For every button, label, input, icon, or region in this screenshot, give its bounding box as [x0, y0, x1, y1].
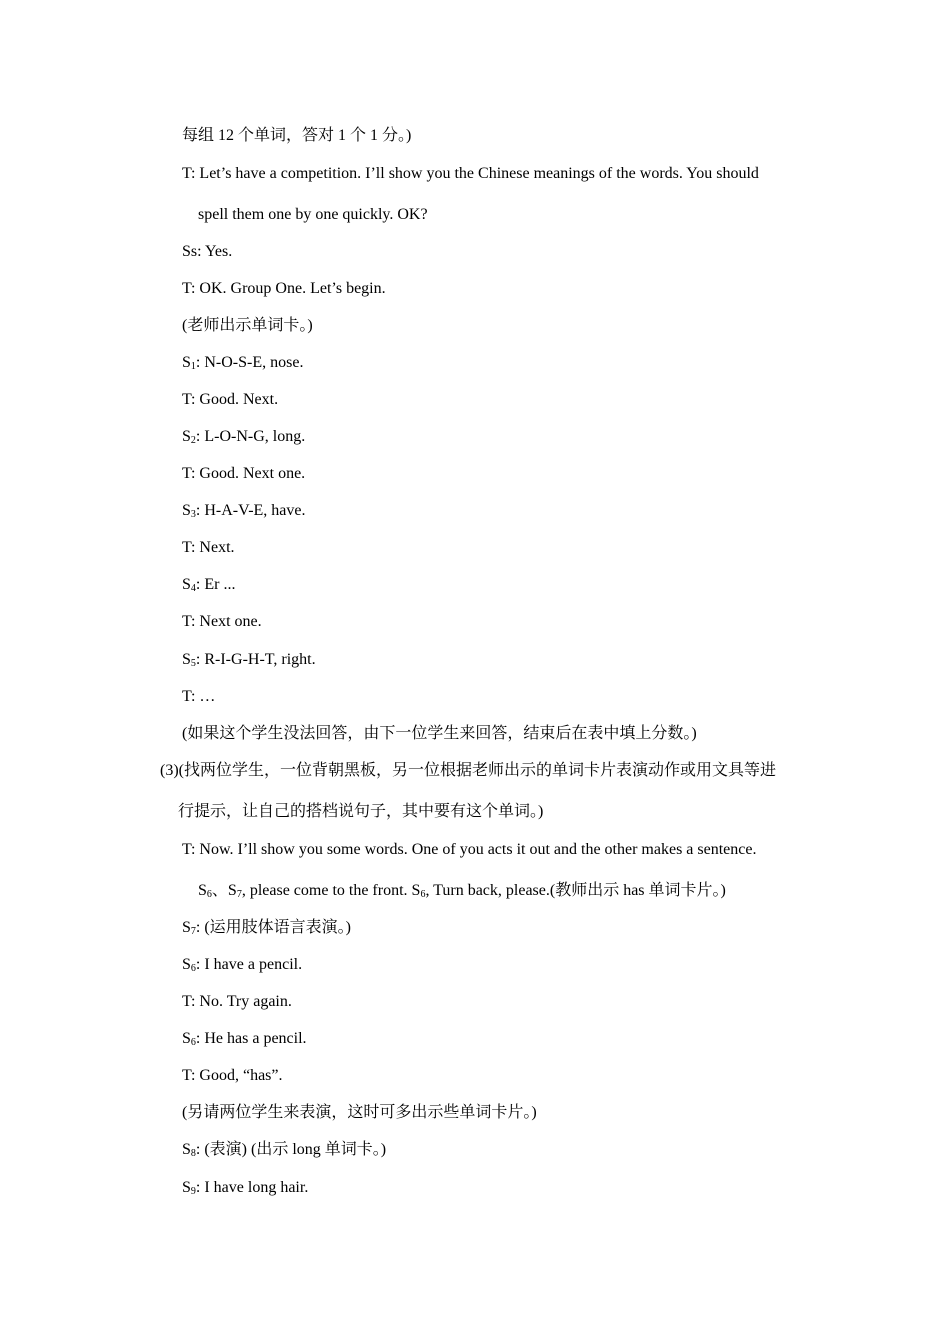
speech: : N-O-S-E, nose. — [195, 354, 304, 371]
speaker-number: 4 — [190, 583, 196, 594]
stage-direction: (另请两位学生来表演，这时可多出示些单词卡片。) — [182, 1104, 537, 1121]
teacher-line: T: OK. Group One. Let’s begin. — [182, 280, 386, 297]
stage-direction: (老师出示单词卡。) — [182, 317, 313, 334]
teacher-line: T: … — [182, 688, 216, 705]
teacher-line: T: Next one. — [182, 613, 262, 630]
speech: : I have a pencil. — [195, 956, 303, 973]
speaker-number: 6 — [206, 889, 212, 900]
speech: : (运用肢体语言表演。) — [195, 919, 352, 936]
student-line — [182, 955, 302, 975]
speaker-number: 1 — [190, 361, 196, 372]
students-line: Ss: Yes. — [182, 243, 233, 260]
speaker-number: 6 — [190, 1037, 196, 1048]
speech: , Turn back, please.(教师出示 has 单词卡片。) — [425, 882, 726, 899]
speech: : Er ... — [195, 576, 236, 593]
student-line — [182, 918, 351, 938]
speaker: S — [182, 1179, 191, 1196]
speaker-number: 6 — [420, 889, 426, 900]
speech: : R-I-G-H-T, right. — [195, 651, 316, 668]
student-line — [182, 650, 316, 670]
speaker: S — [182, 1141, 191, 1158]
student-line — [182, 427, 305, 447]
teacher-line: T: Good. Next. — [182, 391, 279, 408]
teacher-line-continued — [198, 881, 726, 901]
teacher-line: T: Good. Next one. — [182, 465, 306, 482]
speech: : I have long hair. — [195, 1179, 309, 1196]
teacher-line: T: Now. I’ll show you some words. One of you acts it out and the other makes a sentence. — [182, 841, 757, 858]
speech: : L-O-N-G, long. — [195, 428, 306, 445]
speaker: S — [182, 1030, 191, 1047]
speaker: S — [182, 428, 191, 445]
text-line: 每组 12 个单词，答对 1 个 1 分。) — [182, 127, 412, 144]
student-line — [182, 1178, 308, 1198]
speaker-number: 2 — [190, 435, 196, 446]
speaker-number: 7 — [236, 889, 242, 900]
speaker-number: 3 — [190, 509, 196, 520]
student-line — [182, 575, 235, 595]
speaker-number: 6 — [190, 963, 196, 974]
speaker: S — [182, 651, 191, 668]
student-line — [182, 353, 303, 373]
student-line — [182, 1029, 307, 1049]
speaker: S — [182, 502, 191, 519]
speaker: S — [182, 956, 191, 973]
speaker: S — [198, 882, 207, 899]
teacher-line: T: Let’s have a competition. I’ll show you the Chinese meanings of the words. You should — [182, 165, 759, 182]
step-heading: (3)(找两位学生，一位背朝黑板，另一位根据老师出示的单词卡片表演动作或用文具等进 — [160, 762, 776, 779]
step-heading-continued: 行提示，让自己的搭档说句子，其中要有这个单词。) — [178, 803, 544, 820]
student-line — [182, 1140, 386, 1160]
stage-direction: (如果这个学生没法回答，由下一位学生来回答，结束后在表中填上分数。) — [182, 725, 697, 742]
speaker: S — [182, 576, 191, 593]
speaker-number: 7 — [190, 926, 196, 937]
speaker-number: 5 — [190, 658, 196, 669]
student-line — [182, 501, 306, 521]
speech: , please come to the front. S — [241, 882, 421, 899]
speech: : H-A-V-E, have. — [195, 502, 306, 519]
teacher-line: T: Good, “has”. — [182, 1067, 283, 1084]
speech: : (表演) (出示 long 单词卡。) — [195, 1141, 387, 1158]
speaker: S — [182, 919, 191, 936]
speech: : He has a pencil. — [195, 1030, 307, 1047]
speaker-number: 9 — [190, 1186, 196, 1197]
speaker-number: 8 — [190, 1148, 196, 1159]
speaker: 、S — [211, 882, 237, 899]
speaker: S — [182, 354, 191, 371]
teacher-line: T: No. Try again. — [182, 993, 292, 1010]
teacher-line: T: Next. — [182, 539, 235, 556]
teacher-line-continued: spell them one by one quickly. OK? — [198, 206, 428, 223]
